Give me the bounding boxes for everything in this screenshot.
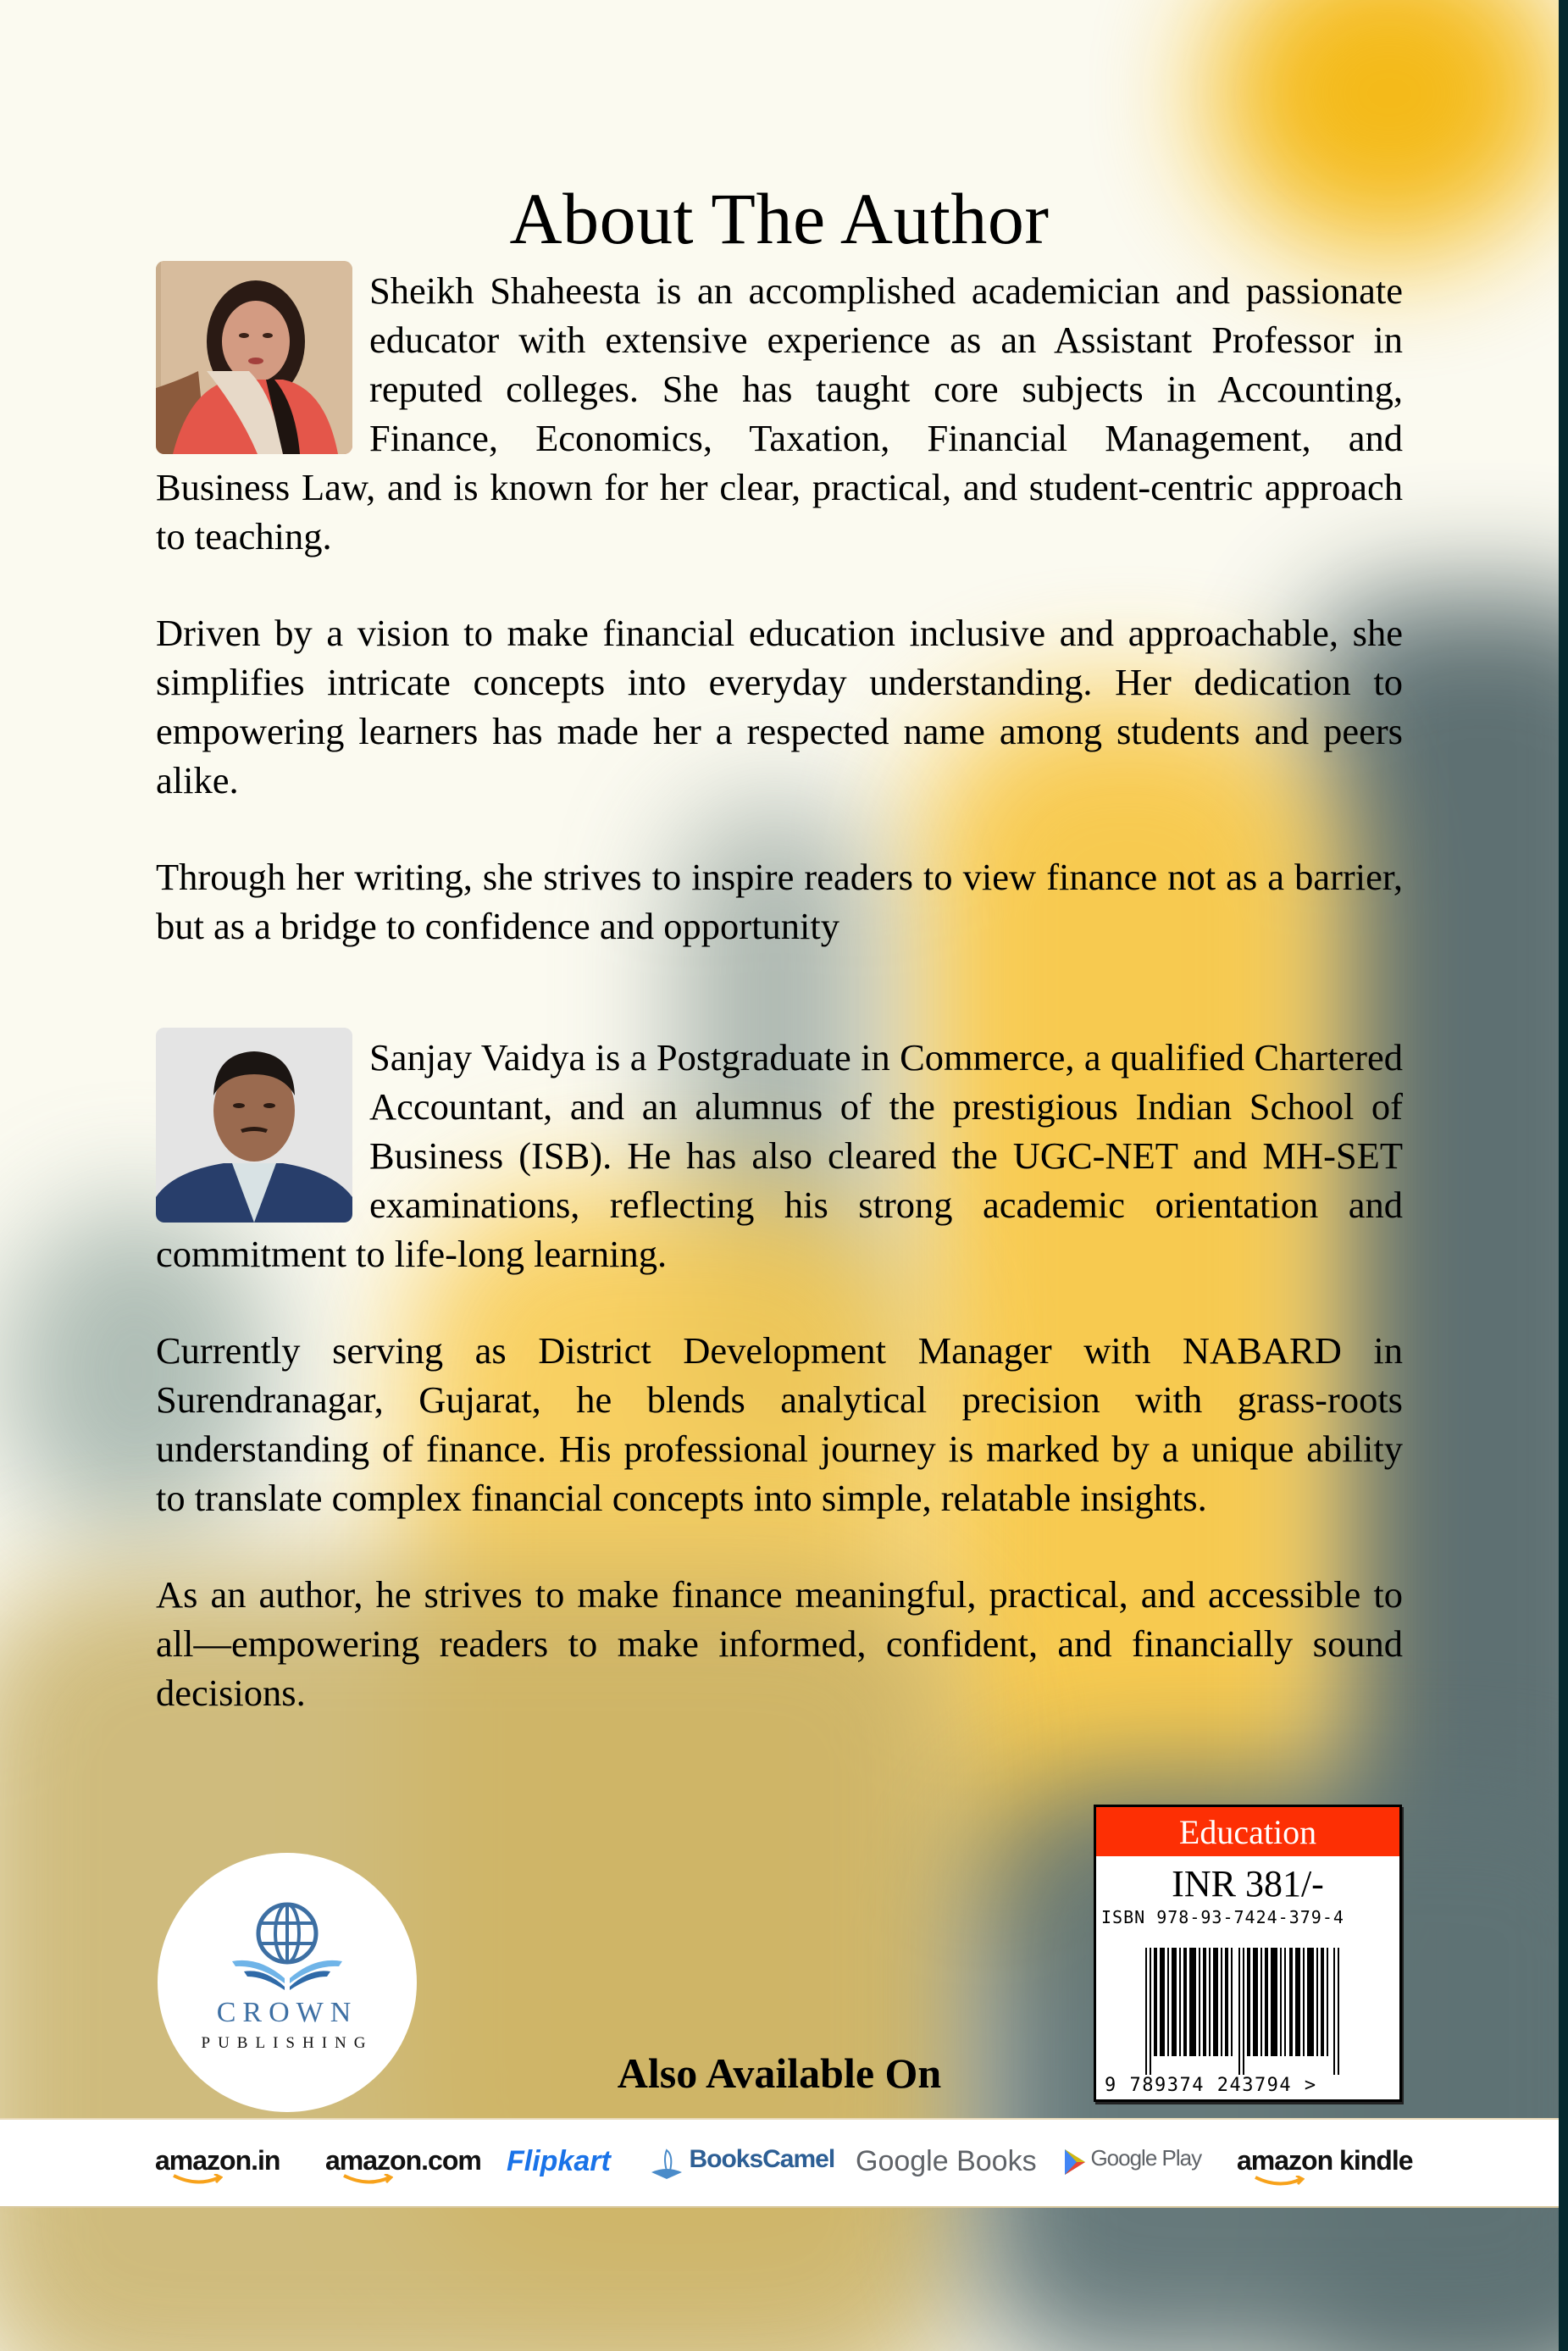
store-google-books[interactable] [856,2145,1037,2178]
person-silhouette-icon [156,1028,352,1223]
author-paragraph: Through her writing, she strives to inspire readers to view finance not as a barrier, but as a bridge to confidence and opportunity [156,856,1403,947]
author-bio-sanjay-vaidya [156,1033,1403,1765]
publisher-name: CROWN [216,1997,358,2028]
store-amazon-in[interactable]: amazon.in [155,2145,280,2176]
store-flipkart[interactable]: Flipkart [507,2145,611,2177]
store-amazon-com[interactable]: amazon.com [325,2145,481,2176]
availability-heading: Also Available On [617,2049,942,2097]
author-paragraph: Driven by a vision to make financial education inclusive and approachable, she simplifies intricate concepts into everyday understanding. Her dedication to empowering learners has made her a respected name among students and peers alike. [156,612,1403,801]
store-bookscamel[interactable]: BooksCamel [648,2145,834,2181]
author-paragraph: Currently serving as District Development Manager with NABARD in Surendranagar, Gujarat, he blends analytical precision with grass-roots understanding of finance. His professional journey is marked by a unique ability to translate complex financial concepts into simple, relatable insights. [156,1329,1403,1519]
price-label: INR 381/- [1172,1863,1324,1905]
author-photo-sheikh-shaheesta [156,261,352,454]
author-bio-sheikh-shaheesta [156,266,1403,998]
author-paragraph: Sanjay Vaidya is a Postgraduate in Commerce, a qualified Chartered Accountant, and an alumnus of the prestigious Indian School of Business (ISB). He has also cleared the UGC-NET and MH-SET examinations, reflecting his strong academic orientation and commitment to life-long learning. [156,1036,1403,1275]
author-paragraph: Sheikh Shaheesta is an accomplished academician and passionate educator with extensive experience as an Assistant Professor in reputed colleges. She has taught core subjects in Accounting, Finance, Economics, Taxation, Financial Management, and Business Law, and is known for her clear, practical, and student-centric approach to teaching. [156,269,1403,557]
page-title: About The Author [509,177,1050,259]
isbn-label: ISBN 978-93-7424-379-4 [1101,1907,1344,1927]
page-edge-strip [1559,0,1568,2351]
store-amazon-kindle[interactable]: amazon kindle [1237,2145,1413,2176]
store-logos-strip [0,2118,1559,2208]
barcode-digits: 9 789374 243794 > [1105,2075,1317,2096]
store-google-play[interactable]: Google Play [1063,2145,1201,2176]
amazon-smile-icon [172,2174,223,2187]
category-label: Education [1096,1807,1399,1856]
amazon-smile-icon [342,2174,393,2187]
google-books-wordmark: Google Books [856,2145,1037,2177]
globe-book-icon [158,1853,417,1997]
publisher-subtitle: PUBLISHING [201,2034,374,2052]
author-photo-sanjay-vaidya [156,1028,352,1223]
bookscamel-icon [648,2147,685,2181]
amazon-smile-icon [1254,2176,1305,2189]
person-silhouette-icon [156,261,352,454]
google-play-icon [1063,2148,1087,2176]
author-paragraph: As an author, he strives to make finance meaningful, practical, and accessible to all—empowering readers to make informed, confident, and financially sound decisions. [156,1573,1403,1714]
